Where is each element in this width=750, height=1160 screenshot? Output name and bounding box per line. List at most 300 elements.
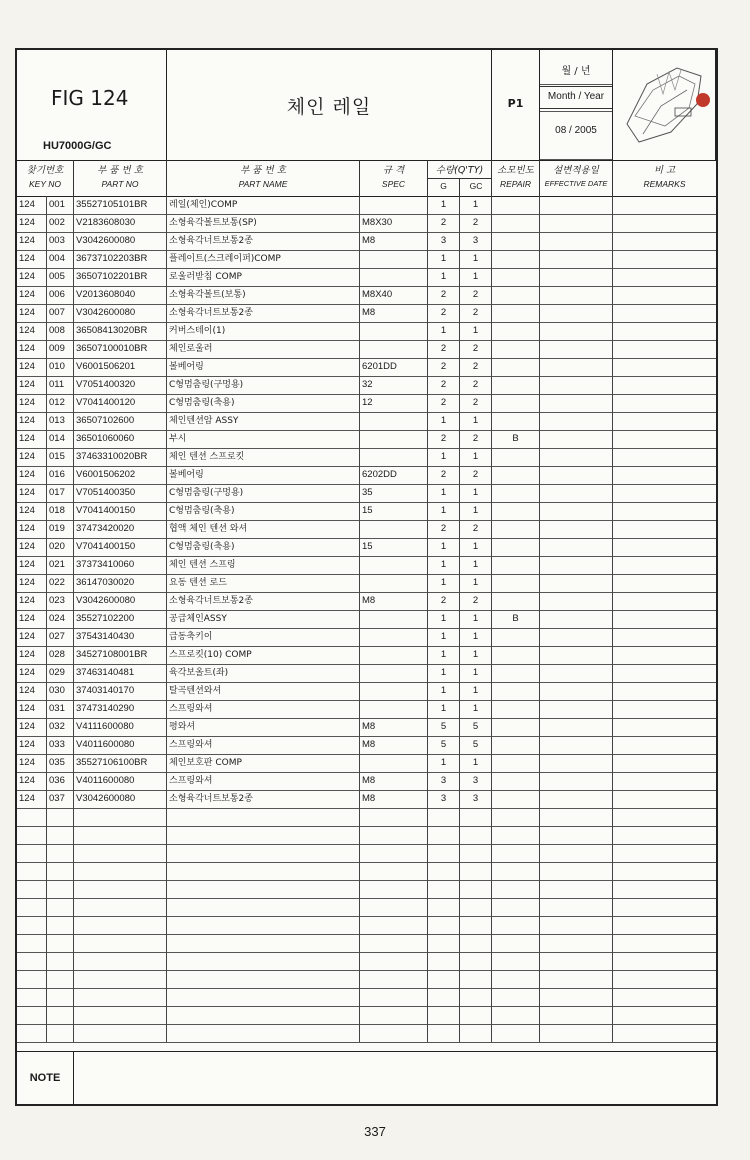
col-part-en: PART NO <box>101 179 139 189</box>
col-qty-ko: 수량(Q'TY) <box>435 165 484 176</box>
cell-spec: 15 <box>360 538 428 556</box>
cell-key: 015 <box>47 448 74 466</box>
cell-rem <box>613 574 716 592</box>
thumbnail-cell <box>613 50 716 160</box>
cell-rem <box>613 988 716 1006</box>
cell-rem <box>613 754 716 772</box>
cell-gc <box>460 844 492 862</box>
table-row <box>17 502 716 521</box>
cell-repair <box>492 988 540 1006</box>
cell-spec <box>360 340 428 358</box>
parts-list-sheet <box>15 48 718 1106</box>
cell-name: 체인 텐션 스프로킷 <box>167 448 360 466</box>
col-repair-ko: 소모빈도 <box>497 165 534 176</box>
cell-fig: 124 <box>17 700 47 718</box>
cell-gc <box>460 1024 492 1042</box>
empty-table-row <box>17 988 716 1007</box>
cell-g <box>428 898 460 916</box>
cell-part: 37463140481 <box>74 664 167 682</box>
cell-fig: 124 <box>17 736 47 754</box>
cell-rem <box>613 358 716 376</box>
cell-g: 2 <box>428 286 460 304</box>
cell-eff <box>540 214 613 232</box>
cell-part: V7051400350 <box>74 484 167 502</box>
col-remarks <box>613 160 716 196</box>
cell-rem <box>613 412 716 430</box>
cell-fig <box>17 970 47 988</box>
cell-key: 007 <box>47 304 74 322</box>
cell-eff <box>540 844 613 862</box>
cell-gc: 2 <box>460 430 492 448</box>
cell-part: 37543140430 <box>74 628 167 646</box>
page-number: 337 <box>364 1124 386 1139</box>
cell-rem <box>613 970 716 988</box>
cell-g <box>428 880 460 898</box>
cell-fig: 124 <box>17 322 47 340</box>
cell-g: 1 <box>428 664 460 682</box>
cell-g: 1 <box>428 754 460 772</box>
cell-spec: 6201DD <box>360 358 428 376</box>
cell-key: 001 <box>47 196 74 214</box>
cell-name: 평와셔 <box>167 718 360 736</box>
cell-spec: M8 <box>360 790 428 808</box>
cell-name: 스프로킷(10) COMP <box>167 646 360 664</box>
cell-eff <box>540 358 613 376</box>
cell-part: 37463310020BR <box>74 448 167 466</box>
cell-eff <box>540 862 613 880</box>
cell-eff <box>540 988 613 1006</box>
cell-repair <box>492 628 540 646</box>
cell-fig: 124 <box>17 268 47 286</box>
cell-fig: 124 <box>17 556 47 574</box>
cell-name: 커버스테이(1) <box>167 322 360 340</box>
cell-spec <box>360 934 428 952</box>
cell-name: 스프링와셔 <box>167 700 360 718</box>
cell-key <box>47 916 74 934</box>
cell-rem <box>613 682 716 700</box>
cell-rem <box>613 844 716 862</box>
cell-repair <box>492 898 540 916</box>
cell-part: V2013608040 <box>74 286 167 304</box>
cell-rem <box>613 664 716 682</box>
cell-part: V3042600080 <box>74 592 167 610</box>
cell-rem <box>613 430 716 448</box>
cell-repair <box>492 1024 540 1042</box>
cell-eff <box>540 736 613 754</box>
cell-name: C형멈춤링(축용) <box>167 502 360 520</box>
cell-spec <box>360 610 428 628</box>
cell-key <box>47 844 74 862</box>
cell-key: 021 <box>47 556 74 574</box>
cell-fig <box>17 808 47 826</box>
page-code: P1 <box>507 97 524 110</box>
cell-part: V4011600080 <box>74 736 167 754</box>
cell-gc <box>460 952 492 970</box>
cell-spec <box>360 322 428 340</box>
cell-part <box>74 898 167 916</box>
cell-eff <box>540 1006 613 1024</box>
cell-g <box>428 934 460 952</box>
col-spec-en: SPEC <box>381 179 406 189</box>
cell-key <box>47 1024 74 1042</box>
cell-spec <box>360 754 428 772</box>
cell-spec: 32 <box>360 376 428 394</box>
cell-rem <box>613 934 716 952</box>
table-row <box>17 448 716 467</box>
cell-spec <box>360 844 428 862</box>
cell-part: V2183608030 <box>74 214 167 232</box>
cell-spec: M8 <box>360 718 428 736</box>
table-row <box>17 304 716 323</box>
cell-part <box>74 952 167 970</box>
cell-key: 024 <box>47 610 74 628</box>
cell-eff <box>540 808 613 826</box>
empty-table-row <box>17 826 716 845</box>
cell-key: 030 <box>47 682 74 700</box>
empty-table-row <box>17 970 716 989</box>
cell-gc: 3 <box>460 772 492 790</box>
cell-fig: 124 <box>17 466 47 484</box>
cell-repair <box>492 376 540 394</box>
table-row <box>17 538 716 557</box>
cell-g: 1 <box>428 610 460 628</box>
cell-rem <box>613 394 716 412</box>
cell-name: 요동 텐션 로드 <box>167 574 360 592</box>
cell-g <box>428 1006 460 1024</box>
cell-g: 1 <box>428 682 460 700</box>
col-effective-date <box>540 160 613 196</box>
cell-spec: 35 <box>360 484 428 502</box>
col-rem-ko: 비 고 <box>653 165 676 176</box>
cell-key: 033 <box>47 736 74 754</box>
cell-repair <box>492 664 540 682</box>
cell-key: 016 <box>47 466 74 484</box>
cell-gc: 1 <box>460 484 492 502</box>
cell-g: 1 <box>428 502 460 520</box>
cell-gc: 1 <box>460 646 492 664</box>
cell-fig: 124 <box>17 394 47 412</box>
cell-repair <box>492 322 540 340</box>
empty-table-row <box>17 898 716 917</box>
cell-repair <box>492 286 540 304</box>
table-row <box>17 340 716 359</box>
cell-rem <box>613 862 716 880</box>
cell-gc: 3 <box>460 790 492 808</box>
cell-key <box>47 970 74 988</box>
cell-g: 3 <box>428 772 460 790</box>
cell-part: V6001506201 <box>74 358 167 376</box>
cell-key: 037 <box>47 790 74 808</box>
cell-part: 37403140170 <box>74 682 167 700</box>
cell-part: 36501060060 <box>74 430 167 448</box>
cell-key <box>47 898 74 916</box>
cell-eff <box>540 898 613 916</box>
cell-repair <box>492 736 540 754</box>
cell-spec <box>360 988 428 1006</box>
cell-fig: 124 <box>17 196 47 214</box>
cell-key: 012 <box>47 394 74 412</box>
table-row <box>17 376 716 395</box>
cell-key: 036 <box>47 772 74 790</box>
empty-table-row <box>17 1024 716 1043</box>
cell-rem <box>613 592 716 610</box>
cell-eff <box>540 628 613 646</box>
cell-eff <box>540 340 613 358</box>
empty-table-row <box>17 916 716 935</box>
cell-key: 032 <box>47 718 74 736</box>
cell-gc <box>460 826 492 844</box>
cell-gc: 2 <box>460 214 492 232</box>
cell-spec <box>360 1024 428 1042</box>
cell-part <box>74 880 167 898</box>
cell-gc <box>460 808 492 826</box>
cell-name: 부시 <box>167 430 360 448</box>
cell-name <box>167 934 360 952</box>
model-name: HU7000G/GC <box>43 140 112 152</box>
cell-name <box>167 970 360 988</box>
cell-rem <box>613 232 716 250</box>
table-row <box>17 520 716 539</box>
col-rem-en: REMARKS <box>643 179 686 189</box>
cell-key: 035 <box>47 754 74 772</box>
cell-g: 1 <box>428 538 460 556</box>
cell-part <box>74 1024 167 1042</box>
cell-rem <box>613 484 716 502</box>
cell-g <box>428 862 460 880</box>
cell-gc: 5 <box>460 736 492 754</box>
cell-name: 협액 체인 텐션 와셔 <box>167 520 360 538</box>
cell-gc <box>460 898 492 916</box>
table-row <box>17 736 716 755</box>
cell-name <box>167 1006 360 1024</box>
cell-repair <box>492 682 540 700</box>
cell-part <box>74 970 167 988</box>
cell-spec: M8 <box>360 232 428 250</box>
cell-key: 008 <box>47 322 74 340</box>
table-row <box>17 430 716 449</box>
cell-part: 36507100010BR <box>74 340 167 358</box>
table-row <box>17 754 716 773</box>
cell-fig <box>17 988 47 1006</box>
cell-key: 013 <box>47 412 74 430</box>
col-repair <box>492 160 540 196</box>
cell-name: 급동축키이 <box>167 628 360 646</box>
empty-table-row <box>17 862 716 881</box>
cell-gc <box>460 988 492 1006</box>
cell-gc: 2 <box>460 520 492 538</box>
cell-gc: 1 <box>460 610 492 628</box>
cell-g: 2 <box>428 394 460 412</box>
cell-rem <box>613 646 716 664</box>
cell-g: 2 <box>428 358 460 376</box>
cell-gc: 5 <box>460 718 492 736</box>
cell-fig <box>17 898 47 916</box>
cell-repair <box>492 808 540 826</box>
cell-repair <box>492 466 540 484</box>
cell-eff <box>540 682 613 700</box>
cell-fig <box>17 1006 47 1024</box>
cell-part: V6001506202 <box>74 466 167 484</box>
cell-key: 020 <box>47 538 74 556</box>
cell-fig: 124 <box>17 664 47 682</box>
cell-eff <box>540 286 613 304</box>
cell-g <box>428 916 460 934</box>
cell-repair <box>492 520 540 538</box>
cell-g <box>428 970 460 988</box>
cell-fig: 124 <box>17 484 47 502</box>
parts-diagram-thumbnail-icon <box>617 54 711 154</box>
cell-name: 공급체인ASSY <box>167 610 360 628</box>
table-row <box>17 592 716 611</box>
cell-repair <box>492 718 540 736</box>
table-row <box>17 286 716 305</box>
table-row <box>17 214 716 233</box>
cell-g: 5 <box>428 736 460 754</box>
table-row <box>17 466 716 485</box>
cell-spec <box>360 700 428 718</box>
cell-gc: 1 <box>460 412 492 430</box>
cell-spec <box>360 952 428 970</box>
cell-key: 006 <box>47 286 74 304</box>
cell-rem <box>613 268 716 286</box>
cell-fig: 124 <box>17 538 47 556</box>
cell-rem <box>613 1024 716 1042</box>
cell-key: 009 <box>47 340 74 358</box>
cell-part: 34527108001BR <box>74 646 167 664</box>
cell-rem <box>613 304 716 322</box>
cell-g: 2 <box>428 430 460 448</box>
cell-rem <box>613 952 716 970</box>
cell-g <box>428 1024 460 1042</box>
cell-eff <box>540 934 613 952</box>
cell-g: 2 <box>428 304 460 322</box>
cell-g: 1 <box>428 628 460 646</box>
cell-fig <box>17 826 47 844</box>
cell-fig: 124 <box>17 358 47 376</box>
cell-eff <box>540 394 613 412</box>
cell-g: 1 <box>428 556 460 574</box>
empty-table-row <box>17 808 716 827</box>
cell-eff <box>540 538 613 556</box>
cell-g: 2 <box>428 376 460 394</box>
cell-rem <box>613 322 716 340</box>
col-key <box>17 160 74 196</box>
cell-part: V7041400150 <box>74 538 167 556</box>
cell-g <box>428 952 460 970</box>
cell-fig <box>17 1024 47 1042</box>
col-part-name <box>167 160 360 196</box>
cell-repair <box>492 232 540 250</box>
cell-rem <box>613 610 716 628</box>
cell-eff <box>540 232 613 250</box>
empty-table-row <box>17 1006 716 1025</box>
col-key-en: KEY NO <box>29 179 61 189</box>
cell-g: 1 <box>428 412 460 430</box>
cell-gc: 1 <box>460 682 492 700</box>
cell-spec <box>360 412 428 430</box>
cell-repair <box>492 844 540 862</box>
cell-part: V7041400120 <box>74 394 167 412</box>
cell-gc: 1 <box>460 754 492 772</box>
cell-eff <box>540 592 613 610</box>
cell-g: 3 <box>428 790 460 808</box>
cell-spec <box>360 1006 428 1024</box>
cell-name <box>167 952 360 970</box>
cell-g: 5 <box>428 718 460 736</box>
cell-part: 36507102600 <box>74 412 167 430</box>
cell-eff <box>540 376 613 394</box>
cell-g: 2 <box>428 340 460 358</box>
cell-name: 소형육각너트보통2종 <box>167 232 360 250</box>
cell-gc: 3 <box>460 232 492 250</box>
col-qty-g: G <box>428 178 460 196</box>
cell-g <box>428 808 460 826</box>
title-cell <box>167 50 492 160</box>
cell-repair <box>492 592 540 610</box>
cell-name: 스프링와셔 <box>167 736 360 754</box>
cell-fig: 124 <box>17 520 47 538</box>
col-part-no <box>74 160 167 196</box>
cell-fig: 124 <box>17 628 47 646</box>
cell-part: 37473140290 <box>74 700 167 718</box>
cell-fig: 124 <box>17 430 47 448</box>
cell-g: 1 <box>428 268 460 286</box>
cell-gc: 2 <box>460 466 492 484</box>
cell-repair <box>492 394 540 412</box>
cell-repair <box>492 880 540 898</box>
cell-gc: 1 <box>460 322 492 340</box>
cell-g: 1 <box>428 250 460 268</box>
cell-g: 1 <box>428 700 460 718</box>
cell-fig: 124 <box>17 304 47 322</box>
table-row <box>17 682 716 701</box>
cell-rem <box>613 286 716 304</box>
cell-key: 019 <box>47 520 74 538</box>
col-name-en: PART NAME <box>238 179 288 189</box>
cell-repair <box>492 790 540 808</box>
cell-part <box>74 916 167 934</box>
cell-spec: M8 <box>360 772 428 790</box>
cell-g: 1 <box>428 448 460 466</box>
cell-key: 010 <box>47 358 74 376</box>
cell-part <box>74 844 167 862</box>
cell-repair <box>492 934 540 952</box>
cell-part: V4111600080 <box>74 718 167 736</box>
cell-key <box>47 880 74 898</box>
table-row <box>17 556 716 575</box>
cell-part: 36147030020 <box>74 574 167 592</box>
cell-rem <box>613 502 716 520</box>
table-row <box>17 610 716 629</box>
cell-fig: 124 <box>17 250 47 268</box>
col-spec <box>360 160 428 196</box>
cell-repair <box>492 268 540 286</box>
cell-part: V3042600080 <box>74 304 167 322</box>
cell-gc: 1 <box>460 700 492 718</box>
cell-eff <box>540 502 613 520</box>
cell-repair: B <box>492 610 540 628</box>
cell-name: 플레이트(스크레이퍼)COMP <box>167 250 360 268</box>
table-row <box>17 664 716 683</box>
cell-part <box>74 826 167 844</box>
cell-rem <box>613 826 716 844</box>
cell-part <box>74 808 167 826</box>
cell-fig: 124 <box>17 286 47 304</box>
cell-repair <box>492 196 540 214</box>
cell-gc: 1 <box>460 664 492 682</box>
cell-eff <box>540 412 613 430</box>
cell-rem <box>613 196 716 214</box>
